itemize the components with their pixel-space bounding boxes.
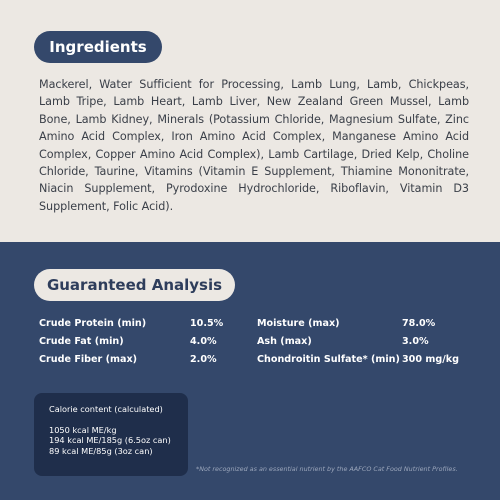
analysis-row <box>0 318 500 334</box>
guaranteed-analysis-heading: Guaranteed Analysis <box>34 269 235 301</box>
analysis-label: Crude Fiber (max) <box>39 354 138 365</box>
ingredients-list: Mackerel, Water Sufficient for Processing, Lamb Lung, Lamb, Chickpeas, Lamb Tripe, Lamb Heart, Lamb Liver, New Zealand Green Mussel, Lamb Bone, Lamb Kidney, Minerals (Potassium Chloride, Magnesium Sulfate, Zinc Amino Acid Complex, Iron Amino Acid Complex, Manganese Amino Acid Complex, Copper Amino Acid Complex), Lamb Cartilage, Dried Kelp, Choline Chloride, Taurine, Vitamins (Vitamin E Supplement, Thiamine Mononitrate, Niacin Supplement, Pyrodoxine Hydrochloride, Riboflavin, Vitamin D3 Supplement, Folic Acid). <box>39 78 469 213</box>
calorie-content-box <box>34 393 188 476</box>
footnote: *Not recognized as an essential nutrient by the AAFCO Cat Food Nutrient Profiles. <box>196 465 458 473</box>
analysis-row <box>0 354 500 370</box>
calorie-line: 89 kcal ME/85g (3oz can) <box>49 445 153 456</box>
ingredients-heading: Ingredients <box>34 31 162 63</box>
analysis-value: 78.0% <box>402 318 436 329</box>
calorie-line: 1050 kcal ME/kg <box>49 424 117 435</box>
analysis-label: Moisture (max) <box>257 318 340 329</box>
analysis-value: 2.0% <box>190 354 217 365</box>
analysis-value: 10.5% <box>190 318 224 329</box>
ingredients-section <box>0 0 500 242</box>
analysis-label: Ash (max) <box>257 336 312 347</box>
calorie-line: 194 kcal ME/185g (6.5oz can) <box>49 435 171 445</box>
analysis-label: Crude Fat (min) <box>39 336 124 347</box>
analysis-value: 4.0% <box>190 336 217 347</box>
calorie-title: Calorie content (calculated) <box>49 404 163 414</box>
analysis-value: 3.0% <box>402 336 429 347</box>
analysis-label: Chondroitin Sulfate* (min) <box>257 354 400 365</box>
analysis-row <box>0 336 500 352</box>
analysis-value: 300 mg/kg <box>402 354 459 365</box>
analysis-label: Crude Protein (min) <box>39 318 147 329</box>
